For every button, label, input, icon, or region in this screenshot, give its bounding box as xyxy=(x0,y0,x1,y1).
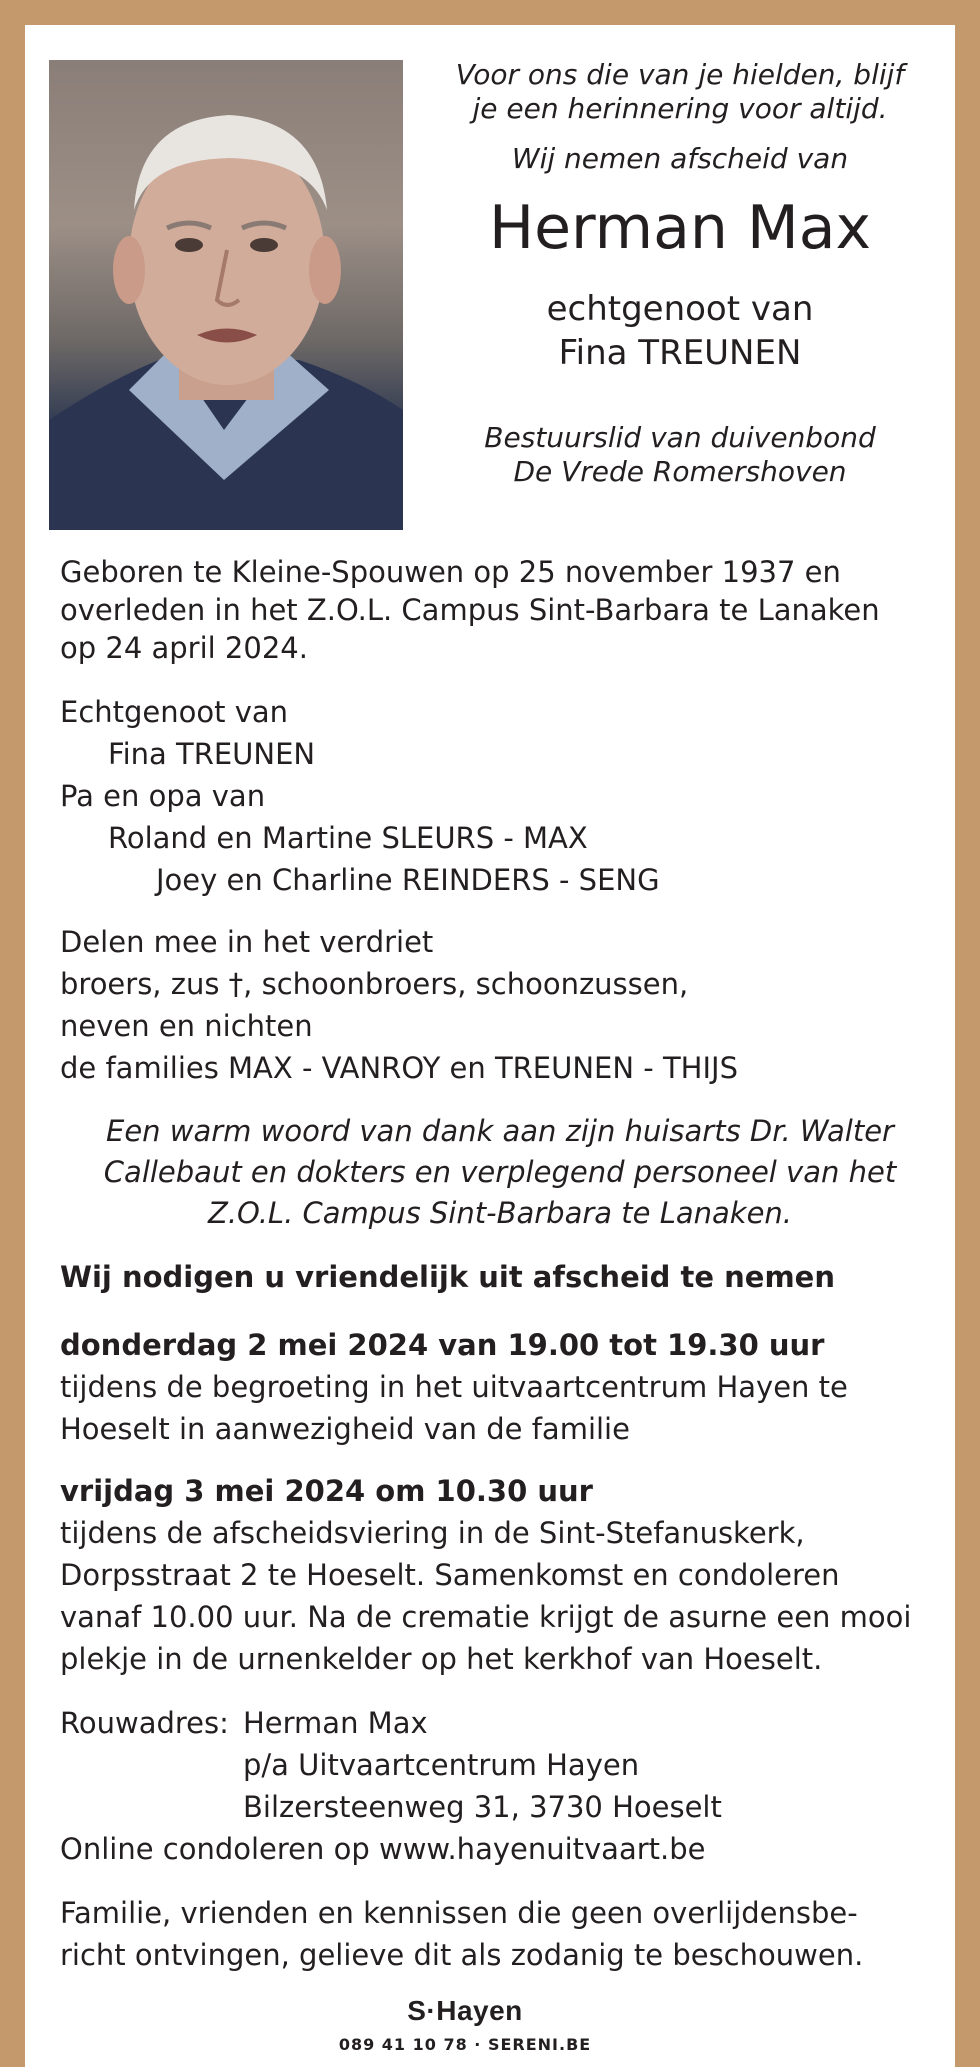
deceased-name: Herman Max xyxy=(488,193,871,263)
spacer xyxy=(60,901,940,921)
address-row xyxy=(60,1702,940,1744)
spacer xyxy=(60,1296,940,1324)
event1-desc-line-2: Hoeselt in aanwezigheid van de familie xyxy=(60,1412,630,1446)
spouse-line-2: Fina TREUNEN xyxy=(558,333,802,373)
closing-line-1: Familie, vrienden en kennissen die geen overlijdensbe- xyxy=(60,1896,858,1930)
quote-line-1: Voor ons die van je hielden, blijf xyxy=(455,58,905,91)
share-line-3: neven en nichten xyxy=(60,1009,313,1043)
family-spouse: Fina TREUNEN xyxy=(108,737,316,771)
event1-date: donderdag 2 mei 2024 van 19.00 tot 19.30 uur xyxy=(60,1328,825,1362)
spouse-line-1: echtgenoot van xyxy=(546,289,814,329)
birth-line-3: op 24 april 2024. xyxy=(60,631,308,665)
online-condolence-link[interactable]: Online condoleren op www.hayenuitvaart.be xyxy=(60,1832,706,1866)
quote-line-2: je een herinnering voor altijd. xyxy=(472,92,888,125)
share-line-2: broers, zus †, schoonbroers, schoonzussen, xyxy=(60,967,689,1001)
family-child: Roland en Martine SLEURS - MAX xyxy=(108,821,588,855)
address-line-1: Herman Max xyxy=(243,1706,428,1740)
role-line-2: De Vrede Romershoven xyxy=(513,455,847,488)
share-line-1: Delen mee in het verdriet xyxy=(60,925,434,959)
event2-desc-line-2: Dorpsstraat 2 te Hoeselt. Samenkomst en condoleren xyxy=(60,1558,840,1592)
family-children-heading: Pa en opa van xyxy=(60,779,266,813)
spacer xyxy=(60,1870,940,1892)
event2-desc-line-3: vanaf 10.00 uur. Na de crematie krijgt de asurne een mooi xyxy=(60,1600,912,1634)
contact-info: 089 41 10 78 · SERENI.BE xyxy=(338,2035,592,2054)
birth-line-1: Geboren te Kleine-Spouwen op 25 november 1937 en xyxy=(60,555,841,589)
header xyxy=(415,58,945,489)
footer-banner xyxy=(288,1991,642,2067)
spacer xyxy=(60,1089,940,1111)
family-grandchild: Joey en Charline REINDERS - SENG xyxy=(156,863,660,897)
obituary-body xyxy=(60,553,940,1976)
event2-date: vrijdag 3 mei 2024 om 10.30 uur xyxy=(60,1474,593,1508)
event2-desc-line-4: plekje in de urnenkelder op het kerkhof van Hoeselt. xyxy=(60,1642,823,1676)
address-label: Rouwadres: xyxy=(60,1706,229,1740)
invite-text: Wij nodigen u vriendelijk uit afscheid te nemen xyxy=(60,1260,835,1294)
event1-desc-line-1: tijdens de begroeting in het uitvaartcentrum Hayen te xyxy=(60,1370,848,1404)
thanks-line-2: Callebaut en dokters en verplegend personeel van het xyxy=(103,1155,897,1189)
address-line-2: p/a Uitvaartcentrum Hayen xyxy=(243,1748,640,1782)
funeral-home-logo: S·Hayen xyxy=(407,1995,523,2026)
portrait-photo xyxy=(49,60,403,530)
spacer xyxy=(60,667,940,691)
share-line-4: de families MAX - VANROY en TREUNEN - THIJS xyxy=(60,1051,739,1085)
obituary-card xyxy=(25,25,955,2067)
role-line-1: Bestuurslid van duivenbond xyxy=(484,421,876,454)
address-line-3: Bilzersteenweg 31, 3730 Hoeselt xyxy=(243,1790,722,1824)
family-heading: Echtgenoot van xyxy=(60,695,289,729)
birth-line-2: overleden in het Z.O.L. Campus Sint-Barbara te Lanaken xyxy=(60,593,880,627)
thanks-line-1: Een warm woord van dank aan zijn huisarts Dr. Walter xyxy=(106,1114,894,1148)
spacer xyxy=(60,1450,940,1470)
intro-text: Wij nemen afscheid van xyxy=(511,142,849,175)
closing-line-2: richt ontvingen, gelieve dit als zodanig te beschouwen. xyxy=(60,1938,864,1972)
thanks-line-3: Z.O.L. Campus Sint-Barbara te Lanaken. xyxy=(207,1196,793,1230)
portrait-illustration xyxy=(49,60,403,530)
spacer xyxy=(60,1234,940,1258)
spacer xyxy=(60,1680,940,1702)
event2-desc-line-1: tijdens de afscheidsviering in de Sint-Stefanuskerk, xyxy=(60,1516,805,1550)
